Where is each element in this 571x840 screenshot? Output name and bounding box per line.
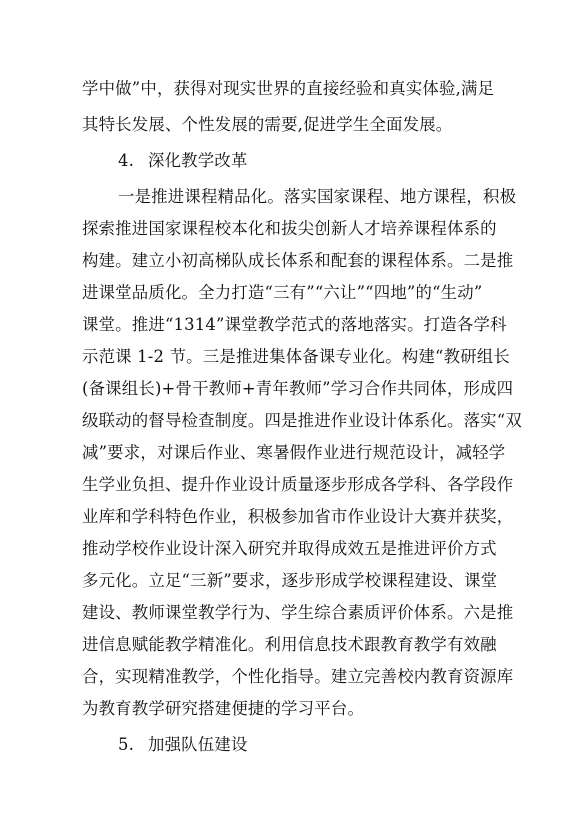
- body-line-1: 一是推进课程精品化。落实国家课程、地方课程，积极: [118, 187, 517, 206]
- body-line-4: 进课堂品质化。全力打造“三有”“六让”“四地”的“生动”: [82, 283, 483, 302]
- body-line-7: (备课组长)+骨干教师+青年教师”学习合作共同体，形成四: [82, 379, 514, 398]
- body-line-14: 建设、教师课堂教学行为、学生综合素质评价体系。六是推: [82, 603, 514, 622]
- body-line-12: 推动学校作业设计深入研究并取得成效五是推进评价方式: [82, 539, 497, 558]
- body-line-8: 级联动的督导检查制度。四是推进作业设计体系化。落实“双: [82, 411, 522, 430]
- section-5-heading: [118, 735, 248, 755]
- section-4-number: 4.: [118, 151, 135, 170]
- section-5-title: 加强队伍建设: [148, 735, 248, 754]
- intro-line-2: 其特长发展、个性发展的需要,促进学生全面发展。: [82, 115, 453, 134]
- body-line-2: 探索推进国家课程校本化和拔尖创新人才培养课程体系的: [82, 219, 497, 238]
- section-4-title: 深化教学改革: [148, 151, 248, 170]
- body-line-6: 示范课 1-2 节。三是推进集体备课专业化。构建“教研组长: [82, 347, 510, 366]
- body-line-9: 减”要求，对课后作业、寒暑假作业进行规范设计，减轻学: [82, 443, 506, 462]
- section-5-number: 5.: [118, 735, 135, 754]
- body-line-15: 进信息赋能教学精准化。利用信息技术跟教育教学有效融: [82, 635, 497, 654]
- section-4-heading: [118, 151, 248, 171]
- intro-line-1: 学中做”中，获得对现实世界的直接经验和真实体验,满足: [82, 79, 495, 98]
- body-line-17: 为教育教学研究搭建便捷的学习平台。: [82, 699, 365, 718]
- body-line-10: 生学业负担、提升作业设计质量逐步形成各学科、各学段作: [82, 475, 514, 494]
- body-line-16: 合，实现精准教学，个性化指导。建立完善校内教育资源库: [82, 667, 514, 686]
- body-line-11: 业库和学科特色作业，积极参加省市作业设计大赛并获奖，: [82, 507, 514, 526]
- body-line-3: 构建。建立小初高梯队成长体系和配套的课程体系。二是推: [82, 251, 514, 270]
- body-line-13: 多元化。立足“三新”要求，逐步形成学校课程建设、课堂: [82, 571, 498, 590]
- body-line-5: 课堂。推进“1314”课堂教学范式的落地落实。打造各学科: [82, 315, 507, 334]
